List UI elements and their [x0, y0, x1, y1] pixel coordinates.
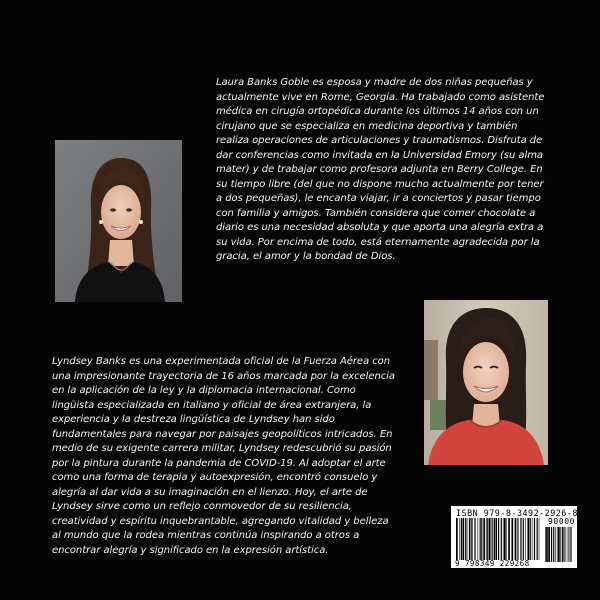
isbn-barcode [451, 506, 577, 568]
author-2-bio: Lyndsey Banks es una experimentada oficial de la Fuerza Aérea con una impresionante trayectoria de 16 años marcada por la excelencia en la aplicación de la ley y la diplomacia internacional. Como lingüista especializada en italiano y oficial de área extranjera, la experiencia y la destreza lingüística de Lyndsey han sido fundamentales para navegar por paisajes geopolíticos intricados. En medio de su exigente carrera militar, Lyndsey redescubrió su pasión por la pintura durante la pandemia de COVID-19. Al adoptar el arte como una forma de terapia y autoexpresión, encontró consuelo y alegría al dar vida a su imaginación en el lienzo. Hoy, el arte de Lyndsey sirve como un reflejo conmovedor de su resiliencia, creatividad y espíritu inquebrantable, agregando vitalidad y belleza al mundo que la rodea mientras continúa inspirando a otros a encontrar alegría y significado en la expresión artística. [52, 356, 395, 556]
author-2-photo [424, 300, 548, 465]
barcode-digits: 9 798349 229268 [455, 559, 530, 568]
barcode-addon-digits: 90000 [548, 517, 576, 526]
author-1-photo [55, 140, 182, 302]
author-1-bio: Laura Banks Goble es esposa y madre de dos niñas pequeñas y actualmente vive en Rome, Georgia. Ha trabajado como asistente médica en cirugía ortopédica durante los últimos 14 años con un cirujano que se especializa en medicina deportiva y también realiza operaciones de articulaciones y traumatismos. Disfruta de dar conferencias como invitada en la Universidad Emory (su alma mater) y de trabajar como profesora adjunta en Berry College. En su tiempo libre (del que no dispone mucho actualmente por tener a dos pequeñas), le encanta viajar, ir a conciertos y pasar tiempo con familia y amigos. También considera que comer chocolate a diario es una necesidad absoluta y que aporta una alegría extra a su vida. Por encima de todo, está eternamente agradecida por la gracia, el amor y la bondad de Dios. [216, 77, 545, 262]
barcode-addon-bars [545, 527, 574, 562]
barcode-bars [456, 518, 540, 560]
isbn-label: ISBN 979-8-3492-2926-8 [456, 508, 578, 518]
